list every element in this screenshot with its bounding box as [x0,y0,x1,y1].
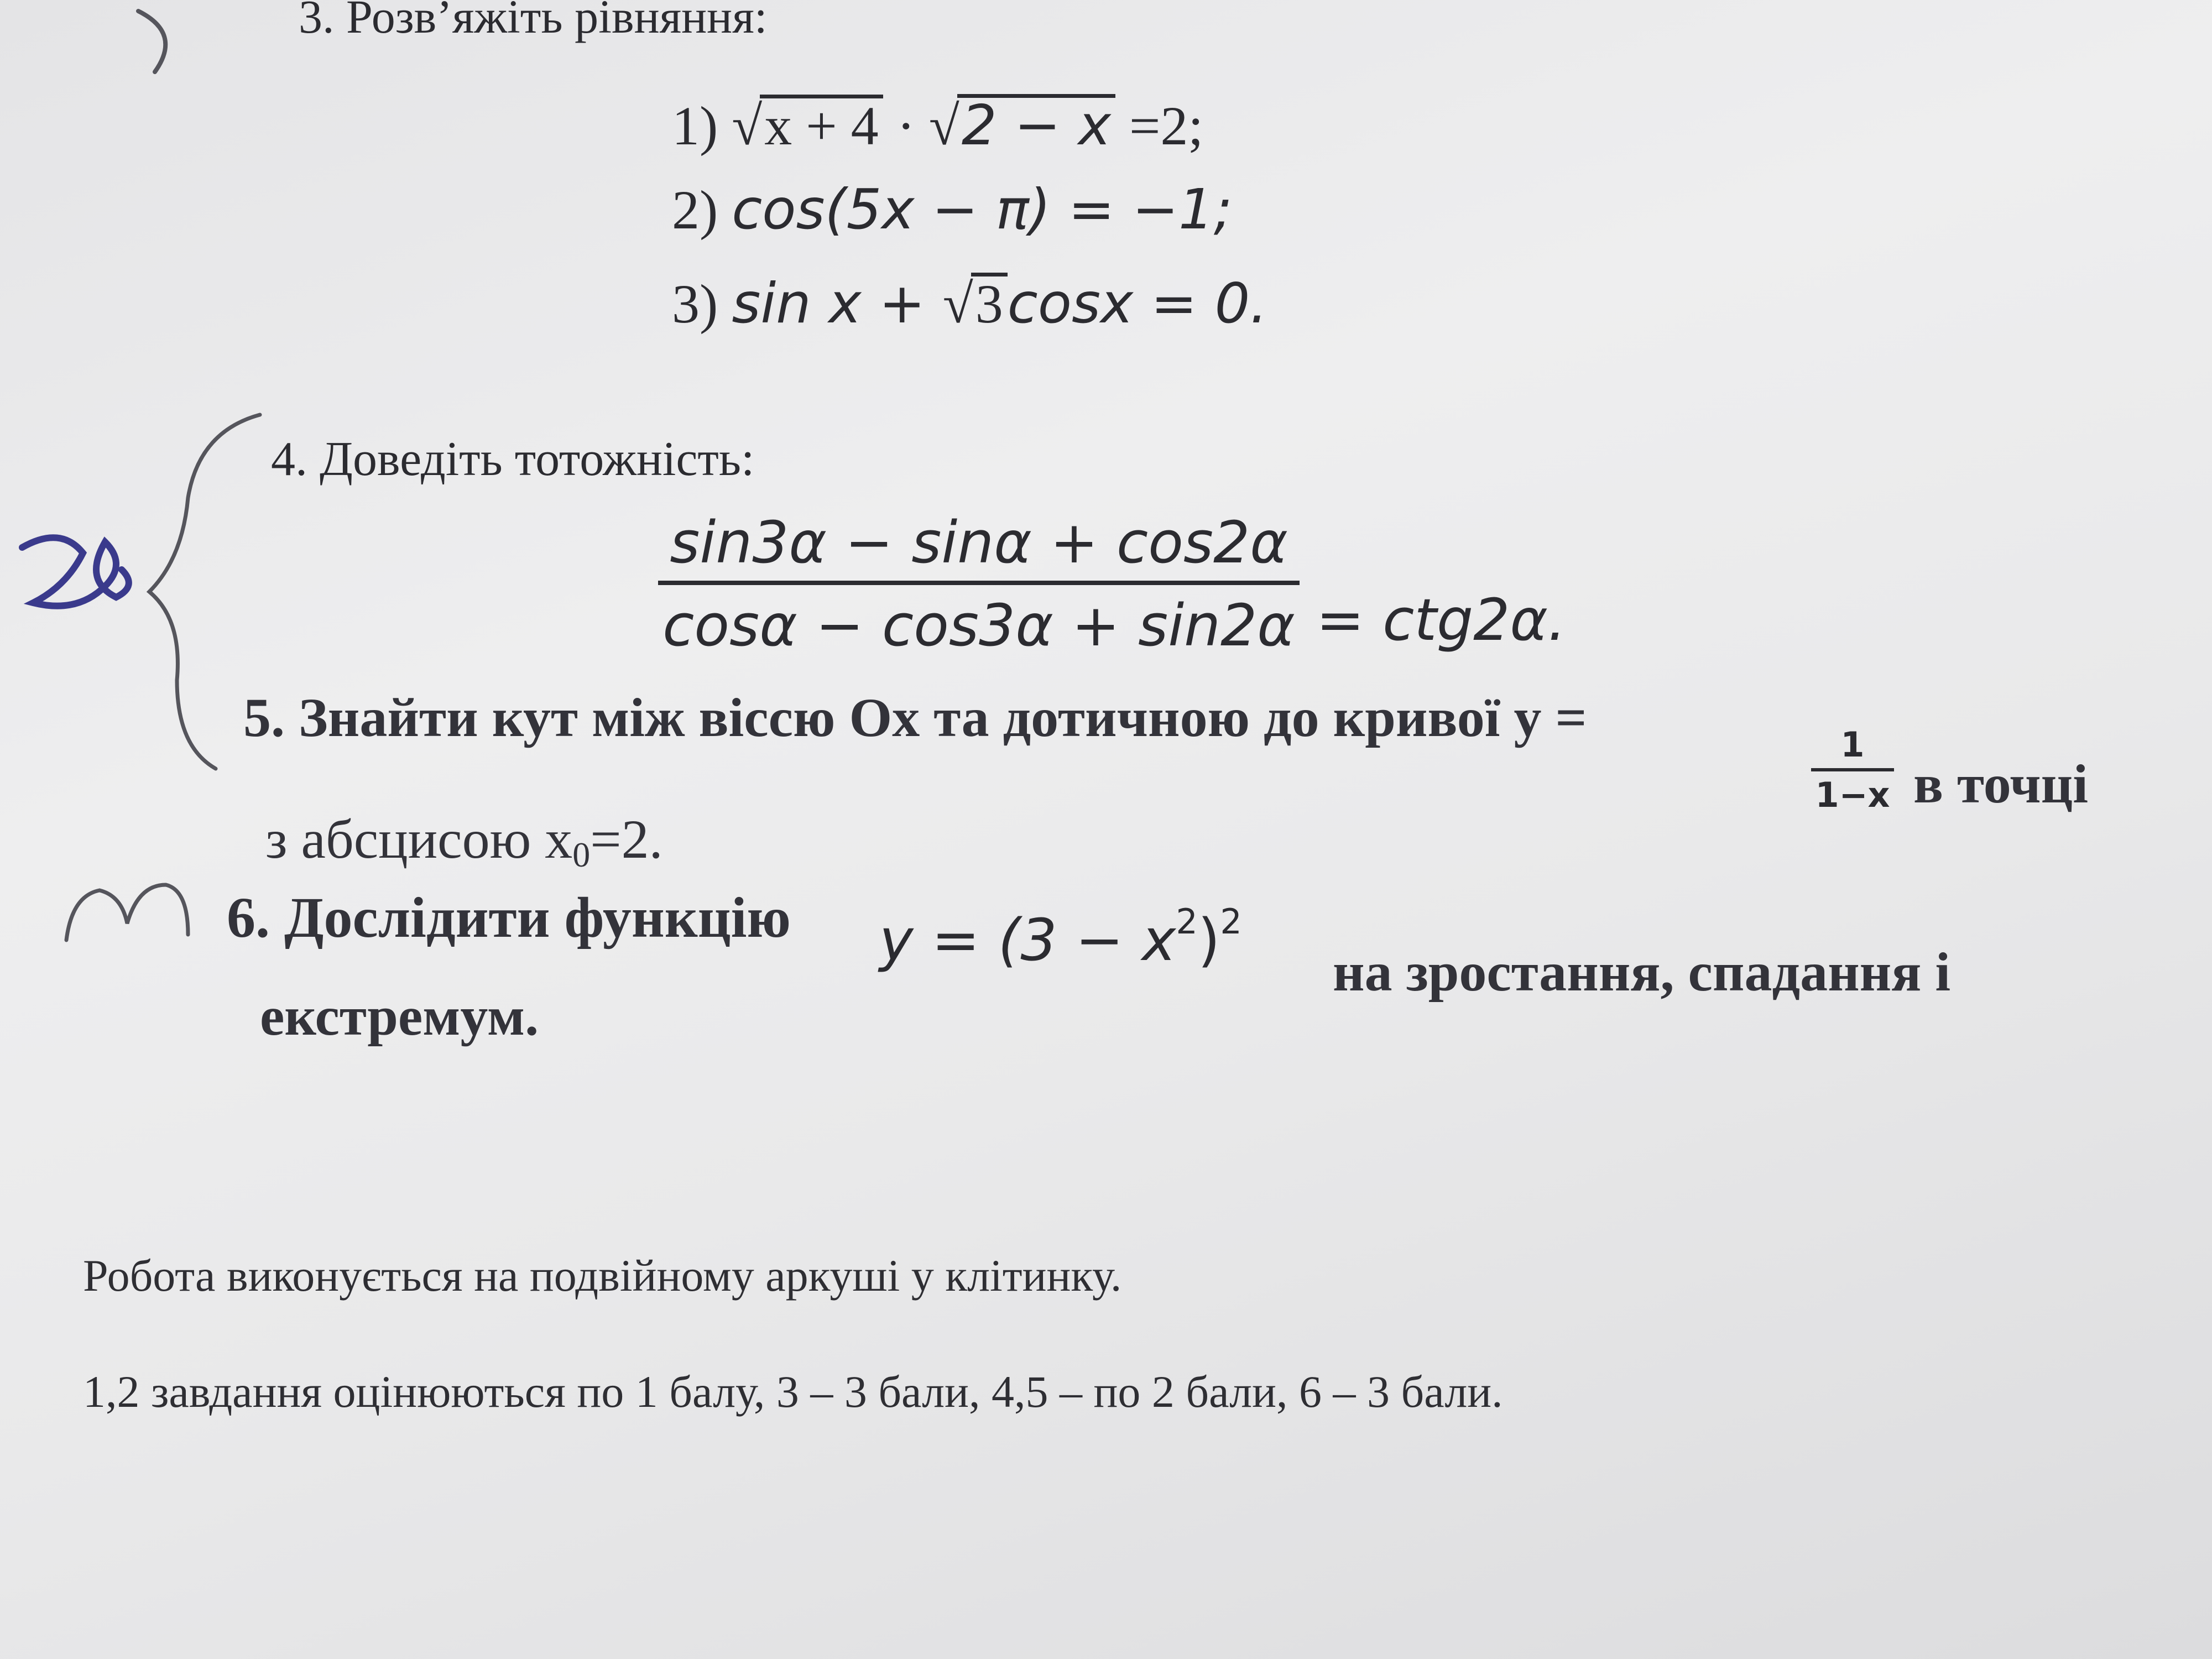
task3-equation-3 [672,271,1267,336]
pencil-bracket-top [138,11,165,72]
task3-heading: 3. Розв’яжіть рівняння: [299,0,768,43]
eq1-radicand-1: x + 4 [760,95,883,154]
task6-tail: на зростання, спадання і [1333,941,1951,1003]
sqrt-sign-icon: √ [732,95,763,156]
task5-line2-sub: 0 [572,835,591,874]
task5-line2-post: =2. [590,808,663,870]
sqrt-sign-icon: √ [942,273,973,335]
task3-equation-1 [672,94,1203,158]
task3-equation-2 [672,177,1232,242]
fraction-bar [658,581,1300,585]
note-line-1: Робота виконується на подвійному аркуші у клітинку. [83,1250,1122,1301]
task4-heading: 4. Доведіть тотожність: [271,432,755,486]
eq1-dot: · [896,95,915,156]
task5-frac-numerator: 1 [1840,724,1865,765]
task6-line1: 6. Дослідити функцію [227,886,791,950]
task5-frac-denominator: 1−x [1815,775,1890,815]
task5-line1: 5. Знайти кут між віссю Ох та дотичною до кривої y = [243,687,1587,748]
eq3-post: cosx = 0. [1007,271,1268,336]
note-line-2: 1,2 завдання оцінюються по 1 балу, 3 – 3 бали, 4,5 – по 2 бали, 6 – 3 бали. [83,1366,1503,1417]
task5-tail: в точці [1913,753,2089,815]
eq2-expression: cos(5x − π) = −1; [732,177,1233,242]
task4-denominator: cosα − cos3α + sin2α [662,592,1295,659]
task4-fraction [658,509,1300,659]
task6-line2: екстремум. [260,985,539,1047]
task6-formula-mid: ) [1197,906,1220,974]
eq1-label: 1) [672,95,718,156]
eq3-label: 3) [672,273,718,335]
fraction-bar [1811,768,1894,771]
task4-numerator: sin3α − sinα + cos2α [670,509,1288,576]
eq2-label: 2) [672,179,718,241]
task6-formula [879,901,1242,974]
sqrt-sign-icon: √ [928,95,959,156]
eq1-radicand-2: 2 − x [957,94,1115,153]
eq1-rest: =2; [1129,95,1204,156]
task5-fraction [1811,724,1894,815]
task6-formula-pre: y = (3 − x [879,906,1176,974]
eq3-pre: sin x + [732,271,943,336]
task4-rhs: = ctg2α. [1316,586,1566,654]
task5-line2 [265,807,663,875]
task6-formula-sup2: 2 [1220,901,1242,942]
eq3-radicand: 3 [971,273,1008,332]
pencil-scribble-mark [66,885,188,940]
task6-formula-sup1: 2 [1176,901,1198,942]
task5-line2-pre: з абсцисою x [265,808,573,870]
ink-scribble-mark [22,538,129,606]
